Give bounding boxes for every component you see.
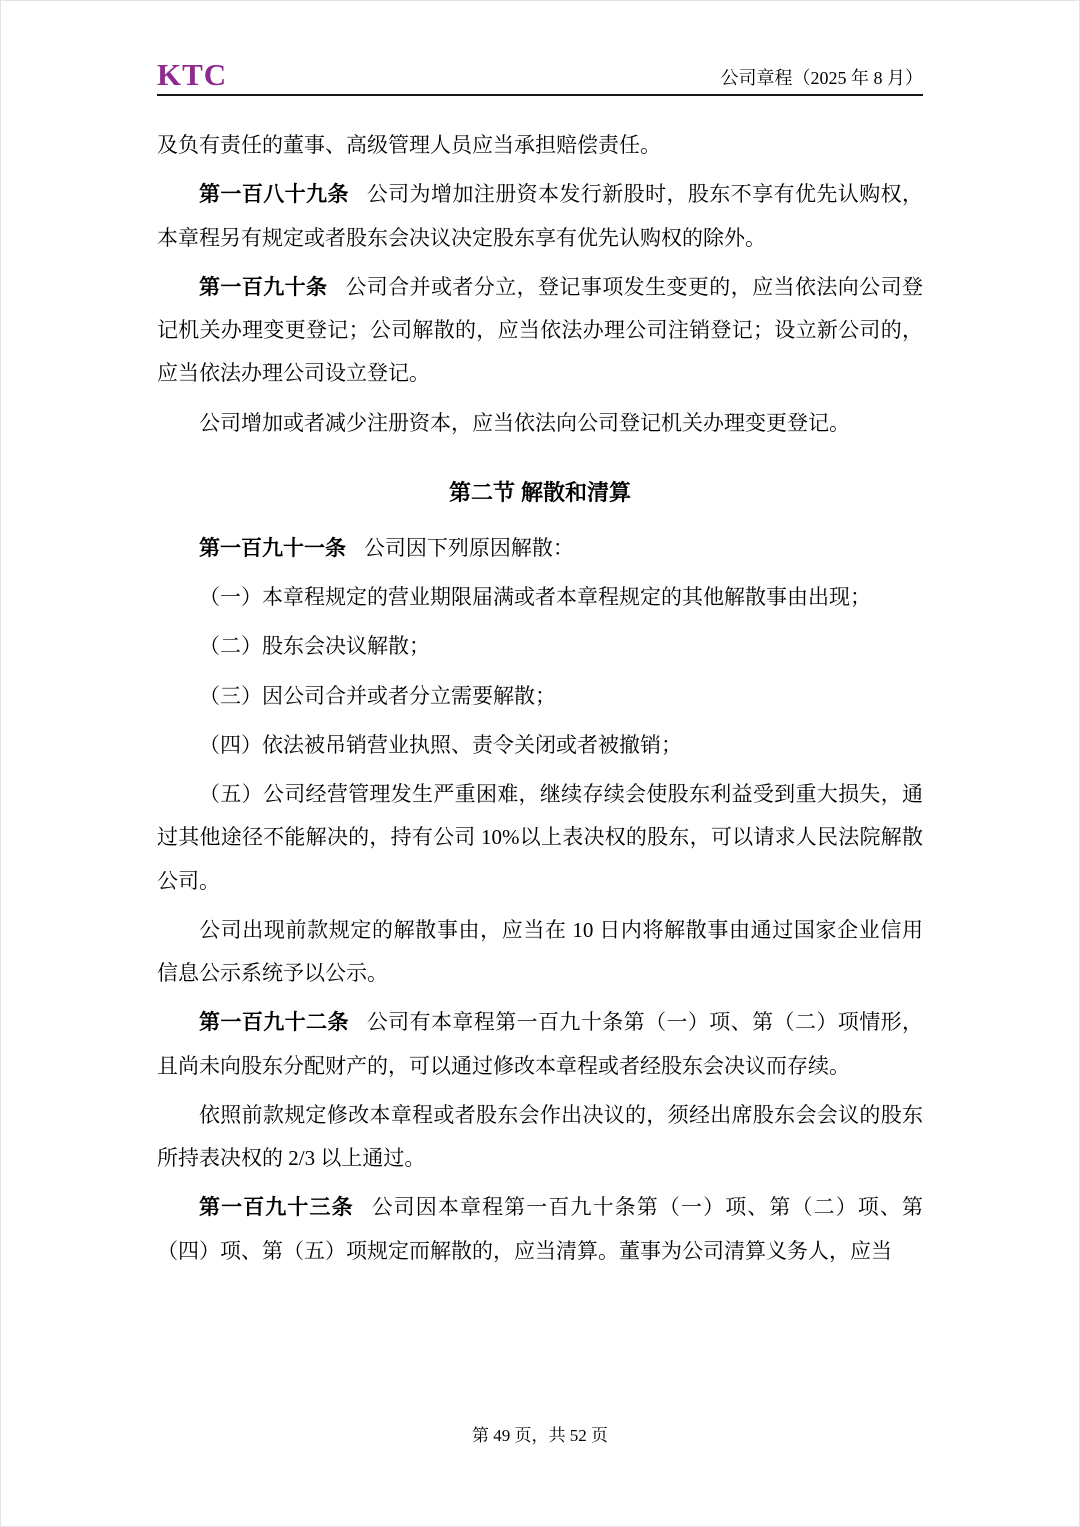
article-paragraph xyxy=(157,527,923,570)
paragraph: （四）依法被吊销营业执照、责令关闭或者被撤销； xyxy=(199,732,682,757)
article-text: 公司为增加注册资本发行新股时，股东不享有优先认购权，本章程另有规定或者股东会决议决定股东享有优先认购权的除外。 xyxy=(157,182,924,250)
article-paragraph xyxy=(157,173,923,260)
article-number: 第一百九十三条 xyxy=(199,1196,354,1220)
article-text: 公司因本章程第一百九十条第（一）项、第（二）项、第（四）项、第（五）项规定而解散的，应当清算。董事为公司清算义务人，应当 xyxy=(157,1195,924,1263)
article-number: 第一百九十条 xyxy=(199,275,328,299)
page-number: 第 49 页，共 52 页 xyxy=(472,1426,608,1445)
article-text: 公司有本章程第一百九十条第（一）项、第（二）项情形，且尚未向股东分配财产的，可以通过修改本章程或者经股东会决议而存续。 xyxy=(157,1010,924,1078)
article-number: 第一百八十九条 xyxy=(199,183,349,207)
article-paragraph xyxy=(157,1186,923,1273)
paragraph: 公司出现前款规定的解散事由，应当在 10 日内将解散事由通过国家企业信用信息公示系统予以公示。 xyxy=(157,917,923,985)
article-number: 第一百九十一条 xyxy=(199,536,346,560)
document-body xyxy=(157,96,923,1273)
paragraph: （二）股东会决议解散； xyxy=(199,634,430,659)
paragraph: （一）本章程规定的营业期限届满或者本章程规定的其他解散事由出现； xyxy=(199,585,871,609)
article-paragraph xyxy=(157,1001,923,1088)
page-footer xyxy=(1,1421,1079,1446)
paragraph: （五）公司经营管理发生严重困难，继续存续会使股东利益受到重大损失，通过其他途径不能解决的，持有公司 10%以上表决权的股东，可以请求人民法院解散公司。 xyxy=(157,782,923,893)
page-header xyxy=(157,1,923,96)
section-heading: 第二节 解散和清算 xyxy=(448,479,632,505)
article-paragraph xyxy=(157,266,923,396)
document-title: 公司章程（2025 年 8 月） xyxy=(720,68,923,89)
article-text: 公司合并或者分立，登记事项发生变更的，应当依法向公司登记机关办理变更登记；公司解散的，应当依法办理公司注销登记；设立新公司的，应当依法办理公司设立登记。 xyxy=(157,274,923,386)
paragraph: （三）因公司合并或者分立需要解散； xyxy=(199,683,556,708)
company-logo: KTC xyxy=(157,57,228,92)
article-text: 公司因下列原因解散： xyxy=(363,535,574,560)
paragraph: 依照前款规定修改本章程或者股东会作出决议的，须经出席股东会会议的股东所持表决权的 2/3 以上通过。 xyxy=(157,1102,923,1170)
paragraph: 公司增加或者减少注册资本，应当依法向公司登记机关办理变更登记。 xyxy=(199,410,850,435)
article-number: 第一百九十二条 xyxy=(199,1011,349,1035)
paragraph: 及负有责任的董事、高级管理人员应当承担赔偿责任。 xyxy=(157,133,661,157)
